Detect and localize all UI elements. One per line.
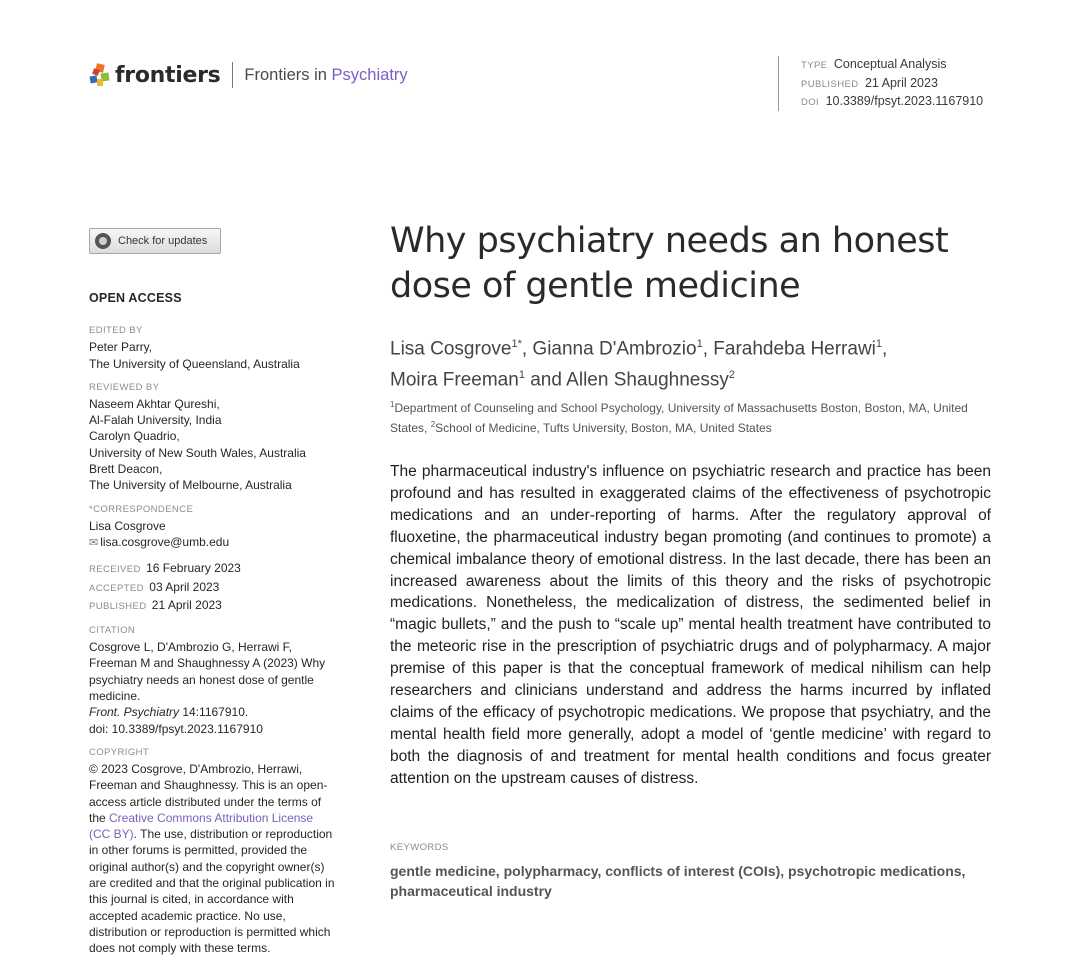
correspondence-label: *CORRESPONDENCE [89,503,194,515]
copyright-block [89,761,364,957]
citation-doi[interactable]: doi: 10.3389/fpsyt.2023.1167910 [89,721,263,736]
reviewed-by-label: REVIEWED BY [89,381,160,393]
author-list: Lisa Cosgrove$^{1*}$, Gianna D'Ambrozio$^1$, Farahdeba Herrawi$^1$, Moira Freeman$^1$ and Allen Shaughnessy$^2$ [390,338,888,391]
copyright-line: does not comply with these terms. [89,941,271,956]
citation-line: Cosgrove L, D'Ambrozio G, Herrawi F, [89,640,293,655]
frontiers-logo-icon [89,62,111,88]
license-link[interactable]: Creative Commons Attribution License [109,810,314,825]
correspondence-block [89,518,364,552]
author-name[interactable]: Moira Freeman [390,369,519,391]
keywords: gentle medicine, polypharmacy, conflicts of interest (COIs), psychotropic medications, pharmaceutical industry [390,863,966,900]
edited-by-label: EDITED BY [89,325,143,337]
copyright-line: access article distributed under the terms of [89,794,322,809]
reviewer-line: Carolyn Quadrio, [89,429,180,444]
meta-doi-value[interactable]: 10.3389/fpsyt.2023.1167910 [825,94,984,108]
citation-line: psychiatry needs an honest dose of gentle [89,672,314,687]
open-access-label: OPEN ACCESS [89,291,182,305]
copyright-after-license: . The use, distribution or reproduction [133,827,333,842]
received-label: RECEIVED [89,564,141,576]
accepted-date: 03 April 2023 [149,579,220,594]
reviewer-line: University of New South Wales, Australia [89,445,306,460]
journal-name[interactable] [244,66,407,85]
copyright-line: © 2023 Cosgrove, D'Ambrozio, Herrawi, [89,761,303,776]
copyright-line: distribution or reproduction is permitted which [89,924,331,939]
author-affil-sup: 2 [728,369,735,382]
reviewer-line: Naseem Akhtar Qureshi, [89,396,220,411]
copyright-the: the [89,810,110,825]
author-name[interactable]: Gianna D'Ambrozio [532,338,697,360]
citation-volume: 14:1167910. [179,705,249,720]
copyright-line: accepted academic practice. No use, [89,908,286,923]
keywords-label: KEYWORDS [390,842,449,853]
received-date: 16 February 2023 [146,561,241,576]
affiliation-text: Department of Counseling and School Psychology, University of Massachusetts Boston, Boston, MA, United States, [390,401,968,435]
author-affil-sup: 1 [696,338,703,350]
affil-sup: 2 [430,419,436,429]
meta-published-value: 21 April 2023 [864,75,938,90]
affiliations [390,397,990,436]
license-link-cc-by[interactable]: (CC BY) [89,827,134,842]
author-affil-sup: 1 [875,338,883,350]
citation-line: medicine. [89,689,141,704]
mail-icon: ✉ [89,536,99,549]
copyright-line: in other forums is permitted, provided the [89,843,308,858]
journal-prefix: Frontiers in [244,65,327,84]
article-title: Why psychiatry needs an honest dose of gentle medicine [390,221,949,306]
reviewer-line: Al-Falah University, India [89,413,222,428]
meta-published-label: PUBLISHED [801,78,859,90]
check-for-updates-label: Check for updates [118,235,208,247]
correspondence-email-link[interactable]: lisa.cosgrove@umb.edu [100,534,230,549]
copyright-line: are credited and that the original publication in [89,876,335,891]
copyright-line: this journal is cited, in accordance with [89,892,294,907]
citation-line: Freeman M and Shaughnessy A (2023) Why [89,656,326,671]
published-date: 21 April 2023 [151,597,222,612]
check-for-updates-button[interactable] [89,228,221,254]
copyright-label: COPYRIGHT [89,746,150,758]
author-affil-sup: 1 [518,369,525,382]
author-affil-sup: 1* [511,338,522,350]
edited-by-block [89,339,364,372]
logo-divider [232,62,233,88]
meta-type [801,56,983,75]
reviewer-line: Brett Deacon, [89,462,163,477]
citation-label: CITATION [89,625,136,637]
affiliation-text: School of Medicine, Tufts University, Boston, MA, United States [435,420,772,435]
citation-journal: Front. Psychiatry [89,705,180,720]
correspondence-name: Lisa Cosgrove [89,518,166,533]
accepted-label: ACCEPTED [89,582,144,594]
meta-type-value: Conceptual Analysis [833,57,947,71]
author-name[interactable]: Allen Shaughnessy [566,369,729,391]
affil-sup: 1 [390,400,395,409]
citation-block [89,639,364,737]
dates-block [89,560,364,615]
copyright-line: original author(s) and the copyright owner(s) [89,859,325,874]
editor-affiliation: The University of Queensland, Australia [89,356,300,371]
published-label: PUBLISHED [89,600,147,612]
meta-doi [801,93,983,112]
author-name[interactable]: Lisa Cosgrove [390,338,512,360]
journal-title: Psychiatry [331,65,408,84]
editor-name: Peter Parry, [89,340,153,355]
publisher-wordmark: frontiers [115,62,221,88]
frontiers-logo[interactable] [89,62,408,88]
update-icon [95,233,111,249]
article-sidebar [89,290,364,966]
meta-published [801,75,983,94]
meta-type-label: TYPE [801,60,828,71]
reviewed-by-block [89,396,364,494]
meta-doi-label: DOI [801,97,820,108]
author-name[interactable]: Farahdeba Herrawi [713,338,876,360]
reviewer-line: The University of Melbourne, Australia [89,478,292,493]
copyright-line: Freeman and Shaughnessy. This is an open- [89,778,328,793]
abstract: The pharmaceutical industry's influence on psychiatric research and practice has been profound and has resulted in exaggerated claims of the effectiveness of psychotropic medications and an under-reporting of harms. After the regulatory approval of fluoxetine, the pharmaceutical industry began promoting (and continues to promote) a chemical imbalance theory of emotional distress. In the last decade, there has been an increased awareness about the limits of this theory and the risks of psychotropic medications. Nonetheless, the medicalization of distress, the sedimented belief in “magic bullets,” and the push to “scale up” mental health treatment have contributed to the meteoric rise in the prescription of psychiatric drugs and of polypharmacy. A major premise of this paper is that the conceptual framework of medical nihilism can help researchers and clinicians understand and address the harms incurred by inflated claims of the efficacy of psychotropic medications. We propose that psychiatry, and the mental health field more generally, adopt a model of ‘gentle medicine’ with regard to both the diagnosis of and treatment for mental health conditions and focus greater attention on the upstream causes of distress. [390,463,991,787]
article-meta [778,56,983,111]
